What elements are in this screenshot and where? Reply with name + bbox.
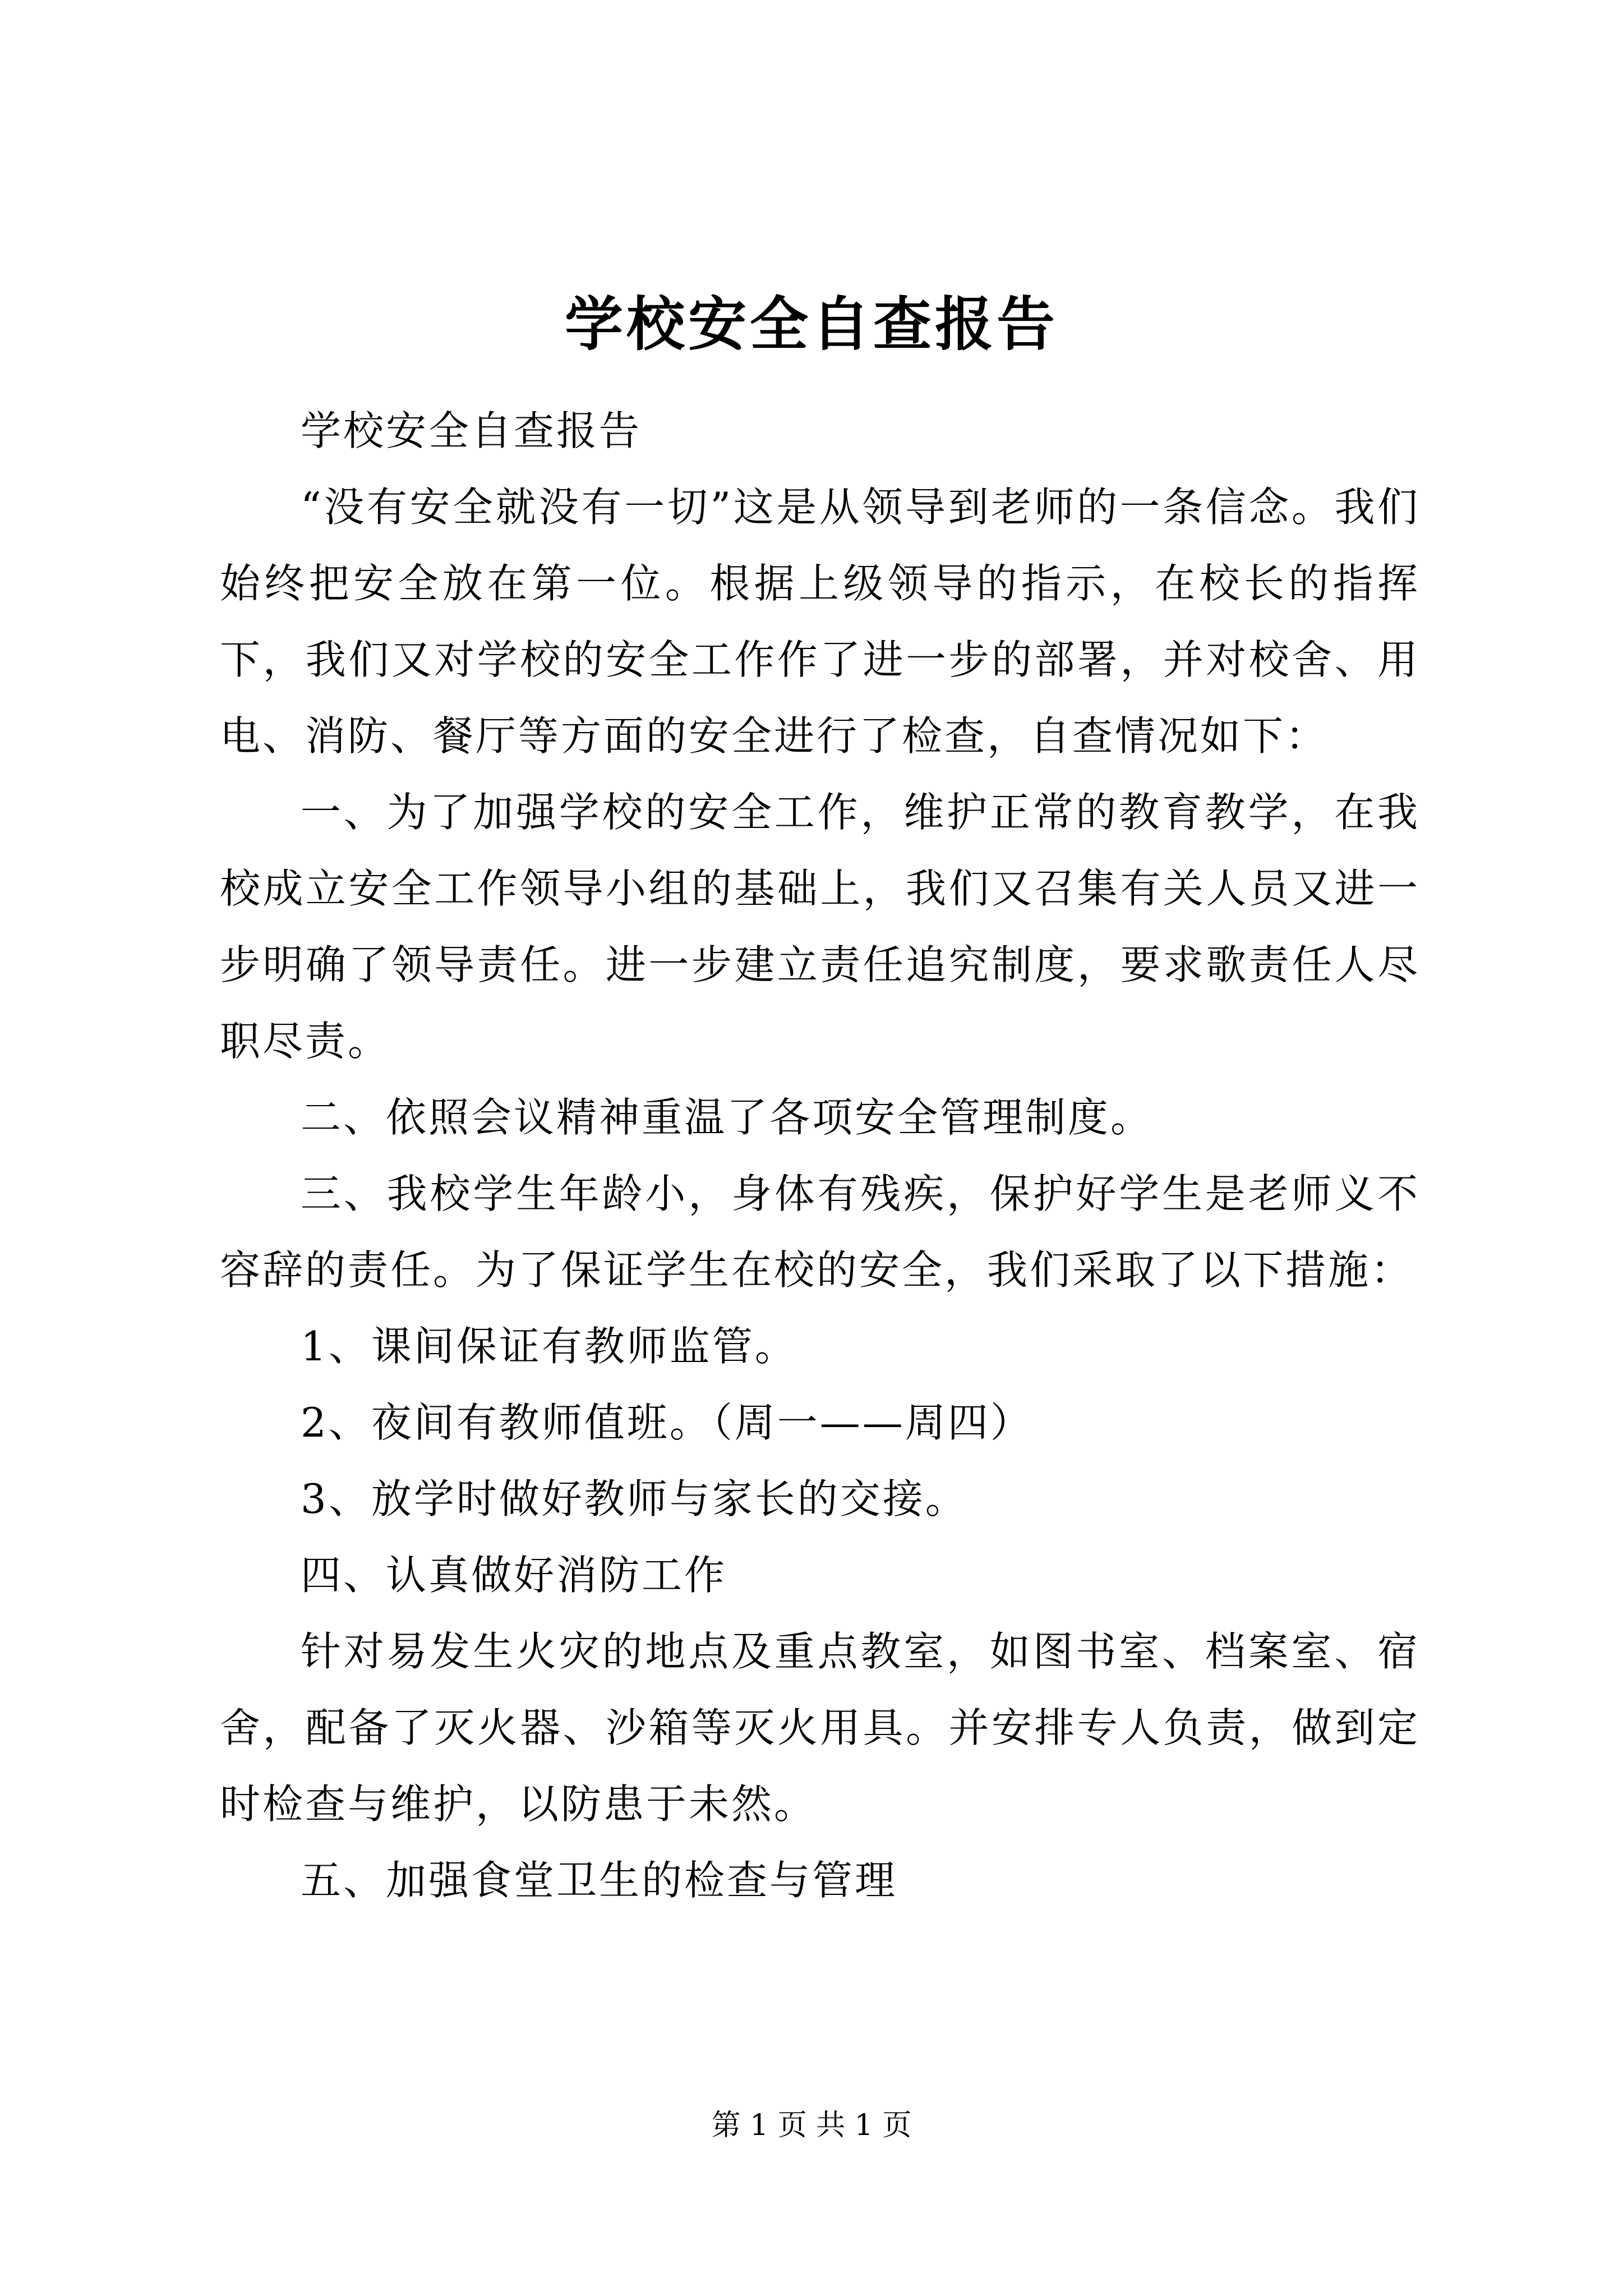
list-item-1: 1、课间保证有教师监管。 [301,1323,797,1370]
paragraph-section-4: 四、认真做好消防工作 [301,1552,727,1599]
paragraph-intro: “没有安全就没有一切”这是从领导到老师的一条信念。我们始终把安全放在第一位。根据上级领导的指示，在校长的指挥下，我们又对学校的安全工作作了进一步的部署，并对校舍、用电、消防、餐厅等方面的安全进行了检查，自查情况如下： [220,484,1420,760]
page-footer: 第 1 页 共 1 页 [711,2109,912,2142]
paragraph-section-1: 一、为了加强学校的安全工作，维护正常的教育教学，在我校成立安全工作领导小组的基础上，我们又召集有关人员又进一步明确了领导责任。进一步建立责任追究制度，要求歌责任人尽职尽责。 [220,789,1420,1065]
paragraph-fire-safety: 针对易发生火灾的地点及重点教室，如图书室、档案室、宿舍，配备了灭火器、沙箱等灭火用具。并安排专人负责，做到定时检查与维护，以防患于未然。 [220,1628,1420,1828]
paragraph-section-5: 五、加强食堂卫生的检查与管理 [301,1857,898,1904]
document-title: 学校安全自查报告 [564,289,1058,358]
list-item-3: 3、放学时做好教师与家长的交接。 [301,1475,968,1522]
list-item-2: 2、夜间有教师值班。（周一——周四） [301,1399,1033,1446]
paragraph-section-2: 二、依照会议精神重温了各项安全管理制度。 [301,1094,1154,1141]
paragraph-section-3: 三、我校学生年龄小，身体有残疾，保护好学生是老师义不容辞的责任。为了保证学生在校的安全，我们采取了以下措施： [220,1170,1420,1294]
document-body [220,393,1420,1918]
paragraph-heading: 学校安全自查报告 [301,407,642,454]
